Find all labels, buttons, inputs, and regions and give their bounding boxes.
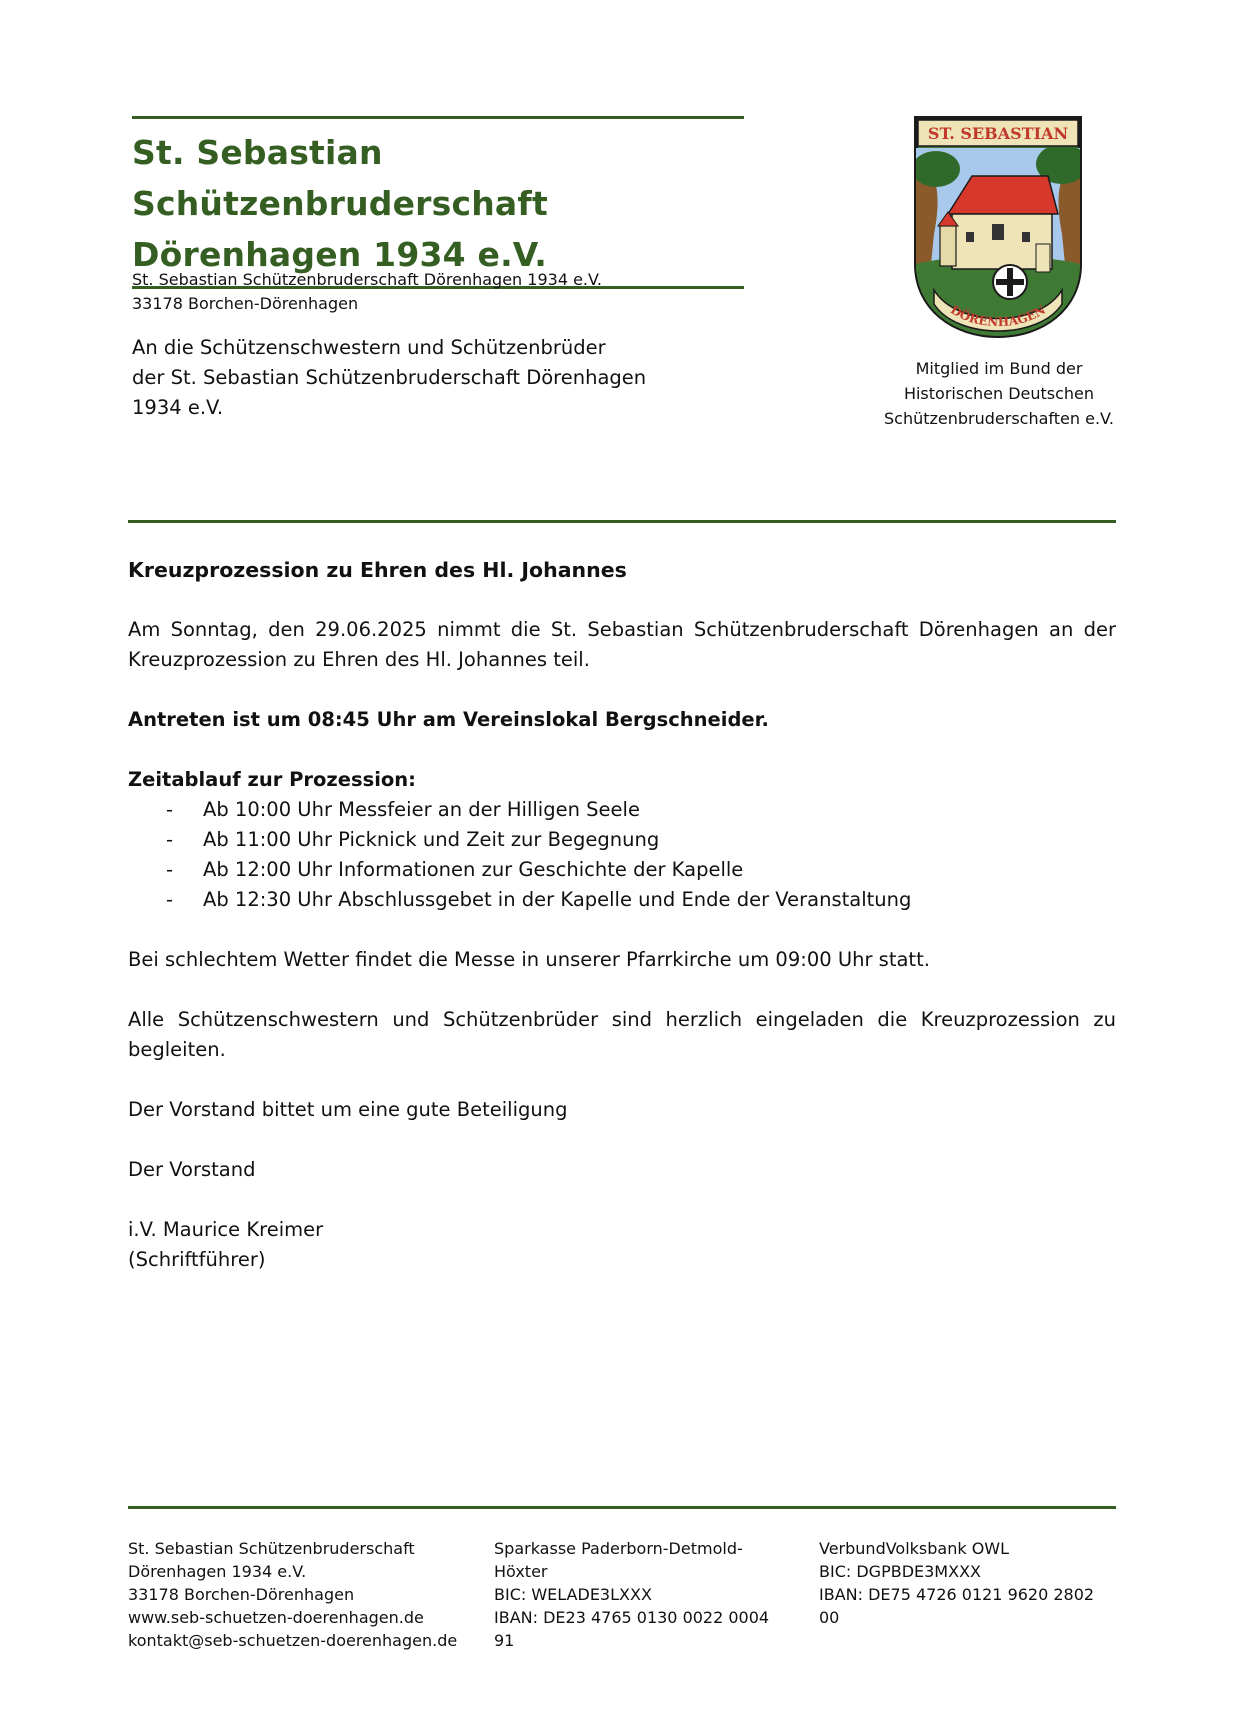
schedule-item-text: Ab 11:00 Uhr Picknick und Zeit zur Begegnung: [203, 828, 660, 851]
footer-line: St. Sebastian Schützenbruderschaft: [128, 1539, 415, 1558]
bullet-dash: -: [166, 798, 174, 821]
schedule-item: [128, 855, 1116, 885]
schedule-item-text: Ab 12:00 Uhr Informationen zur Geschichte der Kapelle: [203, 858, 744, 881]
letterhead-title-block: [132, 116, 744, 289]
footer-address: [128, 1537, 478, 1652]
title-line-1: St. Sebastian Schützenbruderschaft: [132, 133, 548, 223]
footer-email-link[interactable]: kontakt@seb-schuetzen-doerenhagen.de: [128, 1631, 458, 1650]
recipient-line-2: der St. Sebastian Schützenbruderschaft Dörenhagen: [132, 366, 647, 389]
signer-role: (Schriftführer): [128, 1248, 266, 1271]
bullet-dash: -: [166, 828, 174, 851]
schedule-list: [128, 795, 1116, 915]
letter-intro: Am Sonntag, den 29.06.2025 nimmt die St. Sebastian Schützenbruderschaft Dörenhagen an der Kreuzprozession zu Ehren des Hl. Johannes teil.: [128, 618, 1116, 671]
letter-subject: Kreuzprozession zu Ehren des Hl. Johannes: [128, 558, 627, 582]
letterhead-title: [132, 127, 744, 280]
footer-bank-volksbank: [819, 1537, 1119, 1629]
caption-line-3: Schützenbruderschaften e.V.: [883, 409, 1114, 428]
header-divider: [128, 520, 1116, 523]
footer-line: BIC: WELADE3LXXX: [494, 1585, 652, 1604]
sender-line-2: 33178 Borchen-Dörenhagen: [132, 294, 359, 313]
crest-logo: [912, 114, 1084, 340]
invitation-text: Alle Schützenschwestern und Schützenbrüder sind herzlich eingeladen die Kreuzprozession zu begleiten.: [128, 1008, 1116, 1061]
footer-line: BIC: DGPBDE3MXXX: [819, 1562, 981, 1581]
title-line-2: Dörenhagen 1934 e.V.: [132, 235, 548, 274]
footer-website-link[interactable]: www.seb-schuetzen-doerenhagen.de: [128, 1608, 424, 1627]
schedule-item-text: Ab 12:30 Uhr Abschlussgebet in der Kapelle und Ende der Veranstaltung: [203, 888, 912, 911]
closing-line: Der Vorstand: [128, 1158, 256, 1181]
footer-line: VerbundVolksbank OWL: [819, 1539, 1010, 1558]
letter-body: [128, 555, 1116, 1275]
sender-address: [132, 268, 602, 316]
caption-line-1: Mitglied im Bund der: [915, 359, 1083, 378]
schedule-item: [128, 825, 1116, 855]
signer-name: i.V. Maurice Kreimer: [128, 1218, 324, 1241]
footer-bank-sparkasse: [494, 1537, 794, 1652]
weather-note: Bei schlechtem Wetter findet die Messe in unserer Pfarrkirche um 09:00 Uhr statt.: [128, 948, 930, 971]
schedule-item: [128, 885, 1116, 915]
assembly-notice: Antreten ist um 08:45 Uhr am Vereinslokal Bergschneider.: [128, 708, 769, 731]
recipient-line-1: An die Schützenschwestern und Schützenbrüder: [132, 336, 606, 359]
recipient-line-3: 1934 e.V.: [132, 396, 224, 419]
footer-line: Höxter: [494, 1562, 548, 1581]
schedule-item: [128, 795, 1116, 825]
footer-divider: [128, 1506, 1116, 1509]
schedule-item-text: Ab 10:00 Uhr Messfeier an der Hilligen Seele: [203, 798, 640, 821]
bullet-dash: -: [166, 888, 174, 911]
bullet-dash: -: [166, 858, 174, 881]
participation-request: Der Vorstand bittet um eine gute Beteiligung: [128, 1098, 568, 1121]
footer-line: Dörenhagen 1934 e.V.: [128, 1562, 307, 1581]
footer-line: Sparkasse Paderborn-Detmold-: [494, 1539, 743, 1558]
recipient-address: [132, 333, 692, 423]
footer-line: IBAN: DE75 4726 0121 9620 2802 00: [819, 1585, 1095, 1627]
footer-line: 33178 Borchen-Dörenhagen: [128, 1585, 355, 1604]
caption-line-2: Historischen Deutschen: [903, 384, 1095, 403]
schedule-title: Zeitablauf zur Prozession:: [128, 768, 416, 791]
crest-banner-text: DÖRENHAGEN: [948, 302, 1048, 330]
footer-line: IBAN: DE23 4765 0130 0022 0004 91: [494, 1608, 770, 1650]
membership-caption: [870, 356, 1128, 431]
crest-top-text: ST. SEBASTIAN: [927, 124, 1069, 143]
sender-line-1: St. Sebastian Schützenbruderschaft Dörenhagen 1934 e.V.: [132, 270, 602, 289]
title-rule-top: [132, 116, 744, 119]
